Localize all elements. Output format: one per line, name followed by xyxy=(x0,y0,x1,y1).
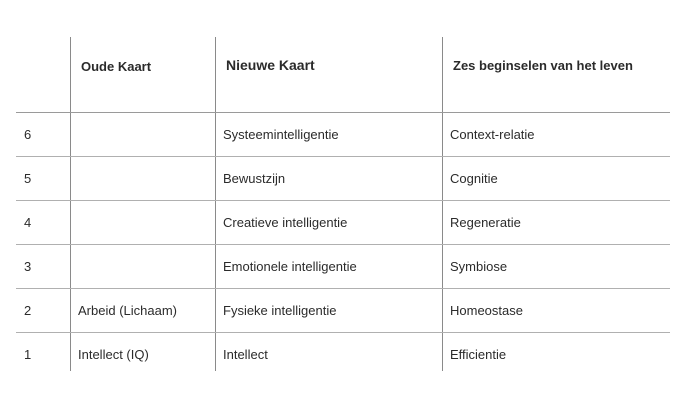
principle-cell: Symbiose xyxy=(450,259,508,274)
new-map-cell: Systeemintelligentie xyxy=(223,127,339,142)
principle-cell: Efficientie xyxy=(450,347,507,362)
new-map-cell: Creatieve intelligentie xyxy=(223,215,348,230)
table-row xyxy=(16,289,670,333)
table-row xyxy=(16,157,670,201)
header-oude-kaart: Oude Kaart xyxy=(81,59,152,74)
table-header xyxy=(16,37,670,113)
principle-cell: Cognitie xyxy=(450,171,498,186)
new-map-cell: Fysieke intelligentie xyxy=(223,303,337,318)
table-row xyxy=(16,333,670,376)
row-number: 4 xyxy=(24,215,32,230)
row-number: 3 xyxy=(24,259,32,274)
principle-cell: Homeostase xyxy=(450,303,523,318)
row-number: 2 xyxy=(24,303,32,318)
new-map-cell: Intellect xyxy=(223,347,268,362)
principle-cell: Regeneratie xyxy=(450,215,521,230)
table-row xyxy=(16,113,670,157)
row-number: 6 xyxy=(24,127,32,142)
comparison-table xyxy=(16,37,670,376)
table-row xyxy=(16,245,670,289)
old-map-cell: Intellect (IQ) xyxy=(78,347,149,362)
new-map-cell: Bewustzijn xyxy=(223,171,286,186)
table-row xyxy=(16,201,670,245)
header-zes-beginselen: Zes beginselen van het leven xyxy=(453,58,633,73)
new-map-cell: Emotionele intelligentie xyxy=(223,259,357,274)
header-nieuwe-kaart: Nieuwe Kaart xyxy=(226,57,315,73)
row-number: 5 xyxy=(24,171,32,186)
old-map-cell: Arbeid (Lichaam) xyxy=(78,303,177,318)
row-number: 1 xyxy=(24,347,32,362)
principle-cell: Context-relatie xyxy=(450,127,535,142)
